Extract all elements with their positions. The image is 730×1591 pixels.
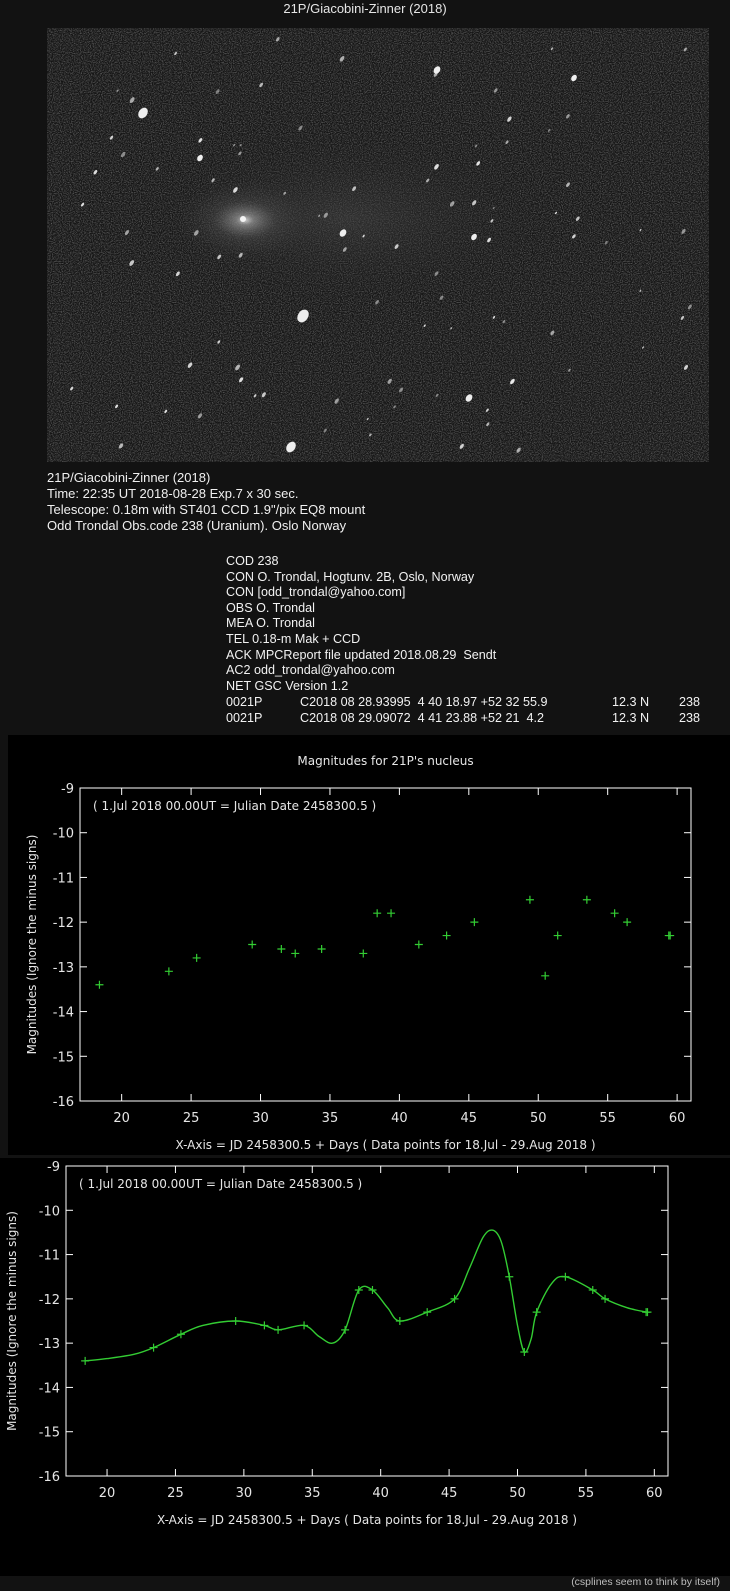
x-tick-label: 50 — [529, 1111, 547, 1126]
data-point — [526, 896, 534, 904]
obs-mag: 12.3 N — [612, 711, 650, 725]
data-point — [232, 1317, 240, 1325]
comet-nucleus — [240, 216, 246, 222]
page-title: 21P/Giacobini-Zinner (2018) — [283, 1, 447, 16]
y-tick-label: -12 — [52, 916, 74, 932]
data-point — [341, 1326, 349, 1334]
x-tick-label: 40 — [391, 1111, 408, 1126]
data-point — [81, 1357, 89, 1365]
y-axis-label: Magnitudes (Ignore the minus signs) — [25, 834, 39, 1055]
data-point — [177, 1330, 185, 1338]
x-tick-label: 60 — [646, 1486, 663, 1501]
mpc-line: NET GSC Version 1.2 — [226, 678, 349, 693]
observation-row — [226, 710, 714, 726]
obs-data: C2018 08 29.09072 4 41 23.88 +52 21 4.2 — [300, 711, 545, 725]
x-tick-label: 60 — [668, 1111, 686, 1126]
x-tick-label: 50 — [509, 1486, 526, 1501]
data-point — [470, 918, 478, 926]
x-tick-label: 20 — [113, 1111, 130, 1126]
magnitude-spline-chart — [0, 1158, 730, 1576]
x-tick-label: 30 — [235, 1486, 253, 1501]
data-point — [274, 1326, 282, 1334]
x-tick-label: 35 — [321, 1111, 339, 1126]
y-tick-label: -16 — [52, 1095, 74, 1110]
y-tick-label: -16 — [38, 1470, 60, 1485]
data-point — [300, 1321, 308, 1329]
data-point — [373, 909, 381, 917]
data-point — [248, 941, 256, 949]
data-point — [623, 918, 631, 926]
data-point — [611, 909, 619, 917]
y-tick-label: -9 — [47, 1160, 60, 1175]
magnitude-spline-panel — [0, 1158, 730, 1576]
y-tick-label: -13 — [38, 1337, 60, 1353]
obs-mag: 12.3 N — [612, 695, 650, 709]
observation-row — [226, 694, 714, 710]
data-point — [589, 1286, 597, 1294]
mpc-line: MEA O. Trondal — [226, 616, 315, 631]
data-point — [541, 972, 549, 980]
julian-date-note: ( 1.Jul 2018 00.00UT = Julian Date 2458300.5 ) — [93, 799, 377, 813]
x-tick-label: 20 — [98, 1486, 116, 1501]
y-tick-label: -15 — [52, 1050, 74, 1066]
y-tick-label: -11 — [38, 1248, 60, 1264]
footer-note: (csplines seem to think by itself) — [571, 1576, 720, 1588]
y-tick-label: -9 — [61, 782, 74, 797]
mpc-report — [226, 554, 496, 694]
data-point — [291, 949, 299, 957]
mpc-line: OBS O. Trondal — [226, 600, 315, 615]
y-tick-label: -13 — [52, 960, 74, 976]
y-tick-label: -11 — [52, 871, 74, 887]
caption-line: 21P/Giacobini-Zinner (2018) — [47, 470, 211, 485]
data-point — [165, 967, 173, 975]
x-axis-label: X-Axis = JD 2458300.5 + Days ( Data points for 18.Jul - 29.Aug 2018 ) — [175, 1138, 596, 1152]
x-tick-label: 45 — [460, 1111, 478, 1126]
mpc-line: CON O. Trondal, Hogtunv. 2B, Oslo, Norway — [226, 569, 475, 584]
data-point — [359, 949, 367, 957]
data-point — [583, 896, 591, 904]
data-point — [443, 932, 451, 940]
data-point — [666, 932, 674, 940]
obs-data: C2018 08 28.93995 4 40 18.97 +52 32 55.9 — [300, 695, 548, 709]
obs-code: 238 — [679, 711, 701, 725]
data-point — [423, 1308, 431, 1316]
y-tick-label: -15 — [38, 1425, 60, 1441]
data-point — [601, 1295, 609, 1303]
mpc-line: AC2 odd_trondal@yahoo.com — [226, 663, 395, 678]
data-point — [554, 932, 562, 940]
magnitude-scatter-chart — [8, 735, 730, 1155]
data-point — [387, 909, 395, 917]
data-point — [193, 954, 201, 962]
comet-photo — [47, 28, 709, 462]
mpc-line: COD 238 — [226, 554, 279, 568]
data-point — [260, 1321, 268, 1329]
x-tick-label: 55 — [599, 1111, 616, 1126]
caption-line: Telescope: 0.18m with ST401 CCD 1.9"/pix EQ8 mount — [47, 502, 366, 517]
data-point — [533, 1308, 541, 1316]
x-tick-label: 25 — [182, 1111, 200, 1126]
caption-line: Time: 22:35 UT 2018-08-28 Exp.7 x 30 sec. — [47, 486, 299, 501]
y-tick-label: -10 — [38, 1204, 60, 1220]
julian-date-note: ( 1.Jul 2018 00.00UT = Julian Date 2458300.5 ) — [79, 1177, 363, 1191]
x-tick-label: 55 — [577, 1486, 595, 1501]
data-point — [396, 1317, 404, 1325]
data-point — [505, 1273, 513, 1281]
data-point — [277, 945, 285, 953]
y-tick-label: -12 — [38, 1292, 60, 1308]
data-point — [561, 1273, 569, 1281]
x-axis-label: X-Axis = JD 2458300.5 + Days ( Data points for 18.Jul - 29.Aug 2018 ) — [156, 1513, 578, 1527]
plot-frame — [80, 788, 691, 1101]
data-point — [643, 1308, 651, 1316]
caption-line: Odd Trondal Obs.code 238 (Uranium). Oslo Norway — [47, 518, 347, 533]
obs-id: 0021P — [226, 695, 263, 709]
plot-frame — [66, 1166, 668, 1476]
x-tick-label: 45 — [440, 1486, 458, 1501]
x-tick-label: 25 — [167, 1486, 184, 1501]
y-tick-label: -14 — [38, 1381, 60, 1397]
mpc-observations — [226, 694, 714, 726]
y-axis-label: Magnitudes (Ignore the minus signs) — [5, 1211, 19, 1431]
obs-code: 238 — [679, 695, 701, 709]
x-tick-label: 30 — [252, 1111, 269, 1126]
x-tick-label: 35 — [303, 1486, 321, 1501]
data-point — [150, 1344, 158, 1352]
obs-id: 0021P — [226, 711, 263, 725]
x-tick-label: 40 — [372, 1486, 389, 1501]
image-caption — [47, 470, 365, 534]
data-point — [415, 941, 423, 949]
y-tick-label: -14 — [52, 1005, 74, 1021]
data-point — [95, 981, 103, 989]
mpc-line: CON [odd_trondal@yahoo.com] — [226, 585, 406, 600]
data-point — [318, 945, 326, 953]
spline-curve — [85, 1230, 646, 1361]
mpc-line: ACK MPCReport file updated 2018.08.29 Sendt — [226, 647, 497, 662]
chart-title: Magnitudes for 21P's nucleus — [297, 754, 474, 768]
mpc-line: TEL 0.18-m Mak + CCD — [226, 631, 361, 646]
magnitude-scatter-panel — [8, 735, 730, 1155]
y-tick-label: -10 — [52, 826, 74, 842]
